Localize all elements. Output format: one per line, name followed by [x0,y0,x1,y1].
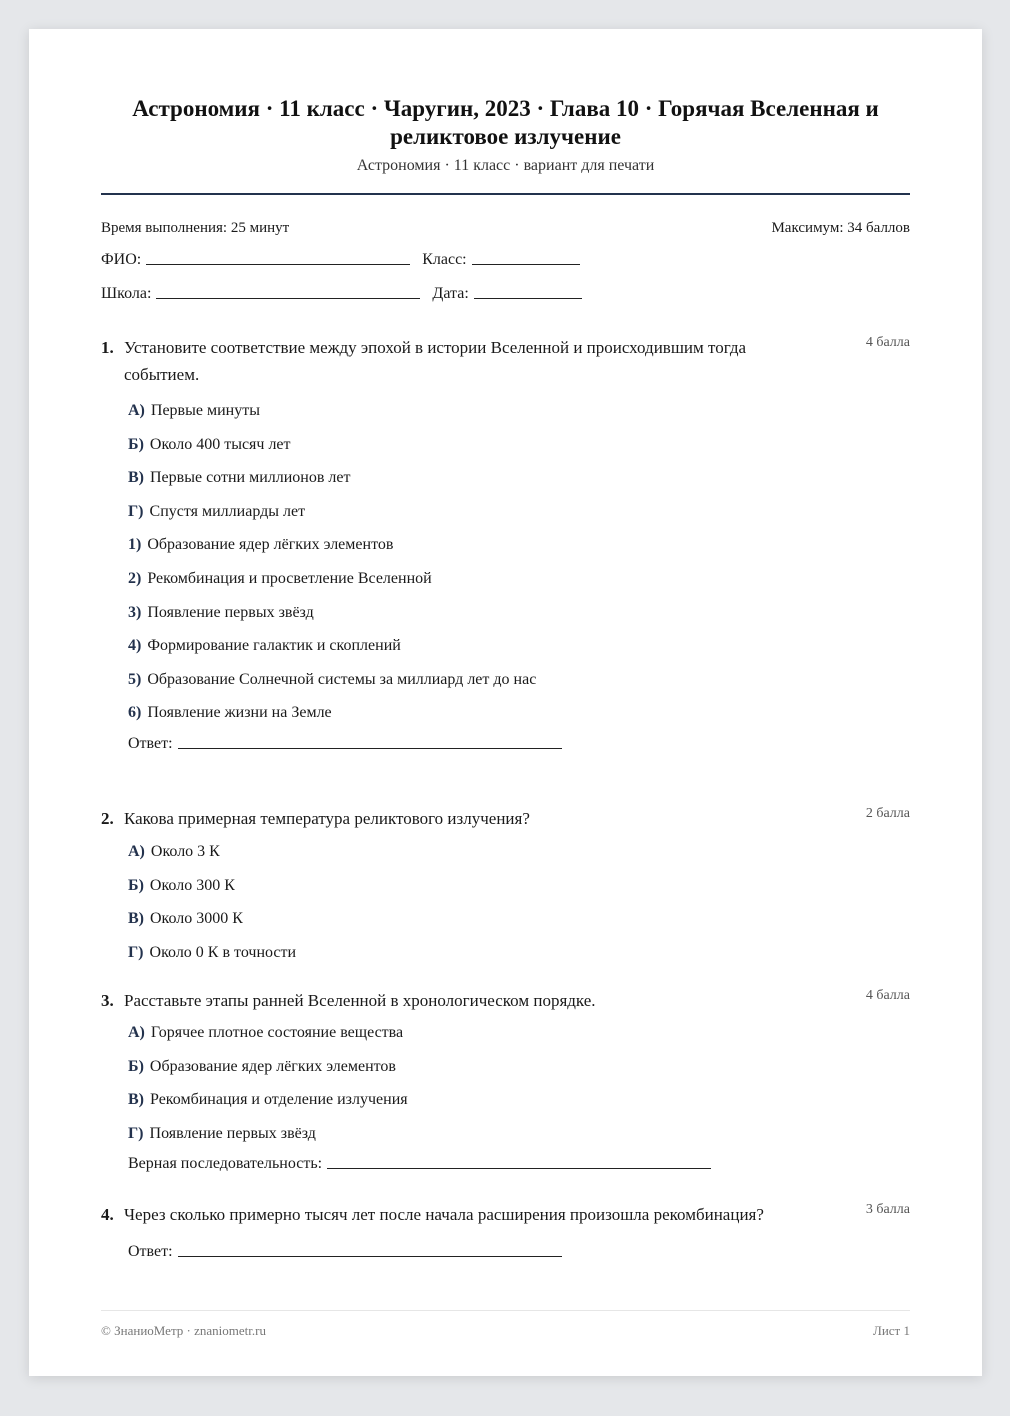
answer-row [128,1237,910,1261]
question-points: 4 балла [865,335,910,350]
match-text: Появление жизни на Земле [147,704,332,722]
answer-label: Верная последовательность: [128,1155,323,1173]
match-text: Появление первых звёзд [147,603,314,621]
date-blank[interactable] [474,297,582,299]
sequence-answer-row [128,1149,910,1173]
option-text: Около 300 К [149,876,235,894]
option-item [128,936,910,970]
answer-blank[interactable] [178,747,562,749]
school-date-row [101,285,594,303]
question-3 [101,987,910,1173]
option-label: Г) [128,1124,144,1142]
option-label: А) [128,1024,145,1041]
option-item [128,835,910,869]
question-number: 4. [101,1205,114,1224]
option-item [128,902,910,936]
page-subtitle: Астрономия · 11 класс · вариант для печати [356,157,655,174]
option-item [128,1083,910,1117]
max-score: Максимум: 34 баллов [771,220,910,236]
name-class-row [101,251,592,269]
match-label: 5) [128,670,142,688]
answer-row [128,729,910,753]
option-label: Б) [128,1057,144,1075]
sequence-answer-blank[interactable] [327,1167,711,1169]
match-label: 6) [128,704,142,722]
header-divider [101,193,910,195]
question-points: 3 балла [865,1202,910,1217]
match-item [128,596,910,630]
match-label: 2) [128,569,142,587]
match-item [128,528,910,562]
time-limit: Время выполнения: 25 минут [101,220,290,236]
match-item [128,663,910,697]
question-text: Какова примерная температура реликтового излучения? [124,809,530,828]
option-text: Около 400 тысяч лет [149,435,291,453]
option-label: Б) [128,435,144,453]
footer-copyright: © ЗнаниоМетр · znaniometr.ru [101,1323,266,1338]
answer-label: Ответ: [128,1243,173,1260]
option-list [128,1016,910,1150]
page-title: Астрономия · 11 класс · Чаругин, 2023 · Глава 10 · Горячая Вселенная и реликтовое излучение [132,96,879,149]
match-item [128,696,910,730]
match-item [128,562,910,596]
worksheet-page [29,29,982,1376]
option-list [128,394,910,730]
match-label: 4) [128,637,142,655]
match-text: Рекомбинация и просветление Вселенной [147,569,432,587]
option-label: А) [128,843,145,860]
match-text: Образование Солнечной системы за миллиард лет до нас [147,670,537,688]
option-label: Г) [128,943,144,961]
option-item [128,461,910,495]
option-text: Первые сотни миллионов лет [150,469,351,487]
option-label: В) [128,469,144,487]
option-text: Спустя миллиарды лет [149,502,306,520]
name-label: ФИО: [101,251,142,268]
match-item [128,629,910,663]
option-text: Появление первых звёзд [149,1124,316,1142]
match-text: Образование ядер лёгких элементов [147,536,394,554]
question-header [101,805,910,832]
option-item [128,394,910,428]
date-label: Дата: [432,285,469,302]
question-4 [101,1201,910,1261]
question-number: 3. [101,991,114,1010]
option-item [128,428,910,462]
option-text: Горячее плотное состояние вещества [150,1024,404,1041]
match-label: 1) [128,536,142,554]
question-header [101,1201,910,1228]
option-text: Около 3000 К [150,910,243,928]
match-text: Формирование галактик и скоплений [147,637,401,655]
school-label: Школа: [101,285,152,302]
option-item [128,1016,910,1050]
question-number: 2. [101,809,114,828]
option-text: Первые минуты [150,402,260,419]
page-number: Лист 1 [873,1323,910,1338]
question-text: Установите соответствие между эпохой в истории Вселенной и происходившим тогда событием. [124,338,747,384]
option-item [128,869,910,903]
option-text: Около 0 К в точности [149,943,297,961]
question-2 [101,805,910,969]
name-blank[interactable] [146,263,410,265]
question-header [101,987,910,1014]
option-item [128,495,910,529]
option-text: Рекомбинация и отделение излучения [150,1091,408,1109]
question-text: Расставьте этапы ранней Вселенной в хронологическом порядке. [124,991,596,1010]
answer-label: Ответ: [128,734,173,752]
question-points: 2 балла [865,806,910,821]
question-number: 1. [101,338,114,357]
option-text: Около 3 К [150,843,220,860]
option-label: А) [128,402,145,419]
option-text: Образование ядер лёгких элементов [149,1057,396,1075]
page-content [101,29,910,1376]
question-text: Через сколько примерно тысяч лет после начала расширения произошла рекомбинация? [124,1205,764,1224]
class-blank[interactable] [472,263,580,265]
question-1 [101,334,910,753]
match-label: 3) [128,603,142,621]
school-blank[interactable] [156,297,420,299]
option-item [128,1117,910,1151]
footer-divider [101,1310,910,1311]
option-label: Г) [128,502,144,520]
option-item [128,1050,910,1084]
option-label: Б) [128,876,144,894]
question-points: 4 балла [865,988,910,1003]
question-header [101,334,910,388]
option-label: В) [128,1091,144,1109]
class-label: Класс: [422,251,467,268]
answer-blank[interactable] [178,1255,562,1257]
option-list [128,835,910,969]
option-label: В) [128,910,144,928]
